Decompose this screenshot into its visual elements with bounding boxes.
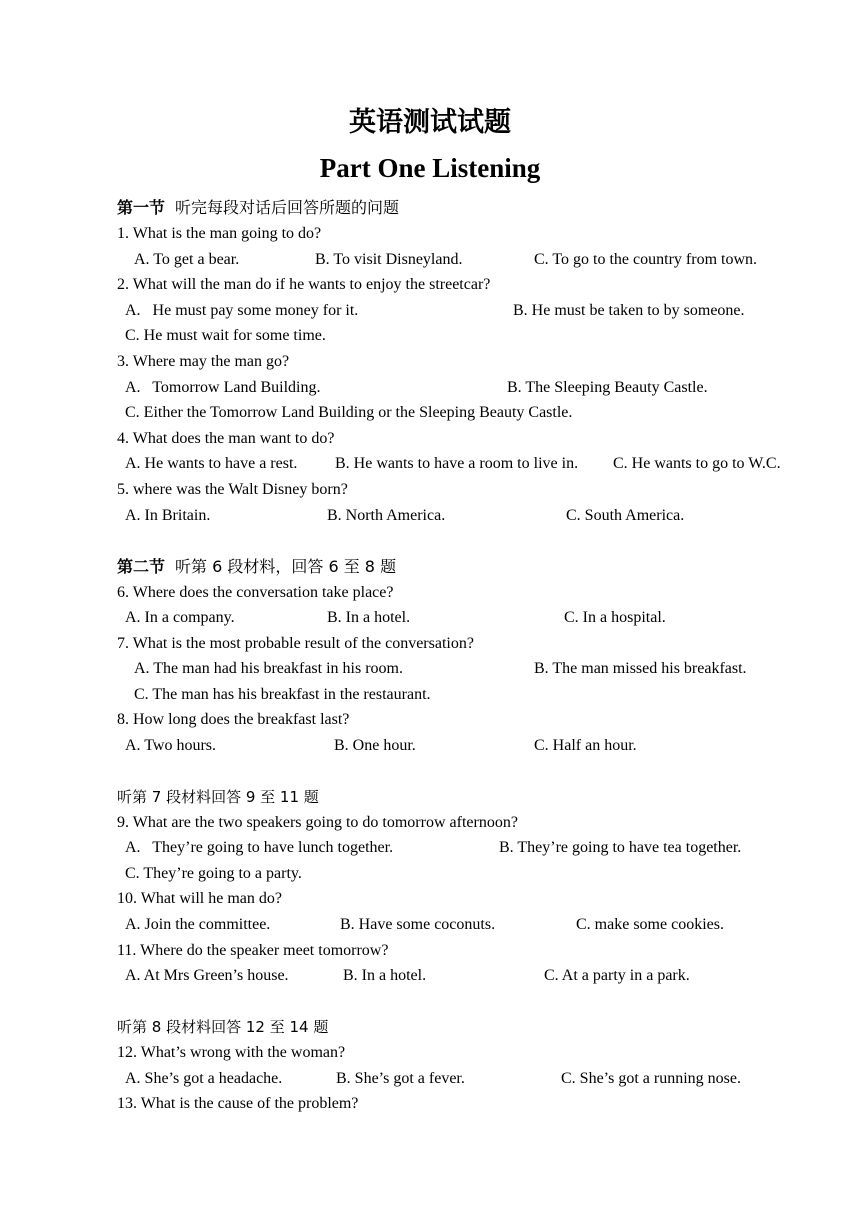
question-4: 4. What does the man want to do? bbox=[117, 430, 335, 447]
q8-option-b: B. One hour. bbox=[334, 737, 416, 754]
q2-option-c: C. He must wait for some time. bbox=[125, 327, 326, 344]
q3-option-c: C. Either the Tomorrow Land Building or the Sleeping Beauty Castle. bbox=[125, 404, 573, 421]
q10-option-c: C. make some cookies. bbox=[576, 916, 724, 933]
section-1-instruction: 听完每段对话后回答所题的问题 bbox=[175, 198, 400, 217]
page-title-chinese: 英语测试试题 bbox=[349, 107, 511, 138]
q8-option-c: C. Half an hour. bbox=[534, 737, 637, 754]
q5-option-c: C. South America. bbox=[566, 507, 685, 524]
question-1: 1. What is the man going to do? bbox=[117, 225, 322, 242]
section-4-heading: 听第 8 段材料回答 12 至 14 题 bbox=[117, 1018, 329, 1036]
section-2-instruction: 听第 6 段材料，回答 6 至 8 题 bbox=[175, 557, 397, 576]
q8-option-a: A. Two hours. bbox=[125, 737, 217, 754]
question-9: 9. What are the two speakers going to do tomorrow afternoon? bbox=[117, 814, 518, 831]
q11-option-c: C. At a party in a park. bbox=[544, 967, 690, 984]
question-6: 6. Where does the conversation take place? bbox=[117, 584, 394, 601]
q12-option-a: A. She’s got a headache. bbox=[125, 1070, 283, 1087]
q3-option-b: B. The Sleeping Beauty Castle. bbox=[507, 379, 708, 396]
q7-option-b: B. The man missed his breakfast. bbox=[534, 660, 747, 677]
q1-option-b: B. To visit Disneyland. bbox=[315, 251, 463, 268]
q10-option-a: A. Join the committee. bbox=[125, 916, 271, 933]
question-3: 3. Where may the man go? bbox=[117, 353, 290, 370]
section-2-label: 第二节 bbox=[117, 557, 166, 576]
q5-option-b: B. North America. bbox=[327, 507, 446, 524]
section-1-heading bbox=[117, 198, 399, 219]
q2-option-a: A. He must pay some money for it. bbox=[125, 302, 359, 319]
q11-option-a: A. At Mrs Green’s house. bbox=[125, 967, 289, 984]
question-2: 2. What will the man do if he wants to enjoy the streetcar? bbox=[117, 276, 491, 293]
question-13: 13. What is the cause of the problem? bbox=[117, 1095, 359, 1112]
question-7: 7. What is the most probable result of the conversation? bbox=[117, 635, 474, 652]
question-5: 5. where was the Walt Disney born? bbox=[117, 481, 348, 498]
section-2-heading bbox=[117, 557, 396, 578]
q4-option-b: B. He wants to have a room to live in. bbox=[335, 455, 579, 472]
q12-option-c: C. She’s got a running nose. bbox=[561, 1070, 741, 1087]
q7-option-c: C. The man has his breakfast in the restaurant. bbox=[134, 686, 431, 703]
q11-option-b: B. In a hotel. bbox=[343, 967, 427, 984]
q2-option-b: B. He must be taken to by someone. bbox=[513, 302, 745, 319]
question-12: 12. What’s wrong with the woman? bbox=[117, 1044, 346, 1061]
page-title-english: Part One Listening bbox=[319, 153, 541, 183]
q5-option-a: A. In Britain. bbox=[125, 507, 211, 524]
q6-option-a: A. In a company. bbox=[125, 609, 235, 626]
q6-option-c: C. In a hospital. bbox=[564, 609, 666, 626]
section-3-heading: 听第 7 段材料回答 9 至 11 题 bbox=[117, 788, 319, 806]
section-1-label: 第一节 bbox=[117, 198, 166, 217]
q3-option-a: A. Tomorrow Land Building. bbox=[125, 379, 321, 396]
q10-option-b: B. Have some coconuts. bbox=[340, 916, 496, 933]
q1-option-a: A. To get a bear. bbox=[134, 251, 240, 268]
q7-option-a: A. The man had his breakfast in his room. bbox=[134, 660, 403, 677]
q4-option-c: C. He wants to go to W.C. bbox=[613, 455, 781, 472]
q1-option-c: C. To go to the country from town. bbox=[534, 251, 758, 268]
q9-option-c: C. They’re going to a party. bbox=[125, 865, 302, 882]
q9-option-b: B. They’re going to have tea together. bbox=[499, 839, 742, 856]
q9-option-a: A. They’re going to have lunch together. bbox=[125, 839, 394, 856]
question-10: 10. What will he man do? bbox=[117, 890, 282, 907]
q6-option-b: B. In a hotel. bbox=[327, 609, 411, 626]
question-11: 11. Where do the speaker meet tomorrow? bbox=[117, 942, 389, 959]
q4-option-a: A. He wants to have a rest. bbox=[125, 455, 298, 472]
question-8: 8. How long does the breakfast last? bbox=[117, 711, 350, 728]
q12-option-b: B. She’s got a fever. bbox=[336, 1070, 465, 1087]
